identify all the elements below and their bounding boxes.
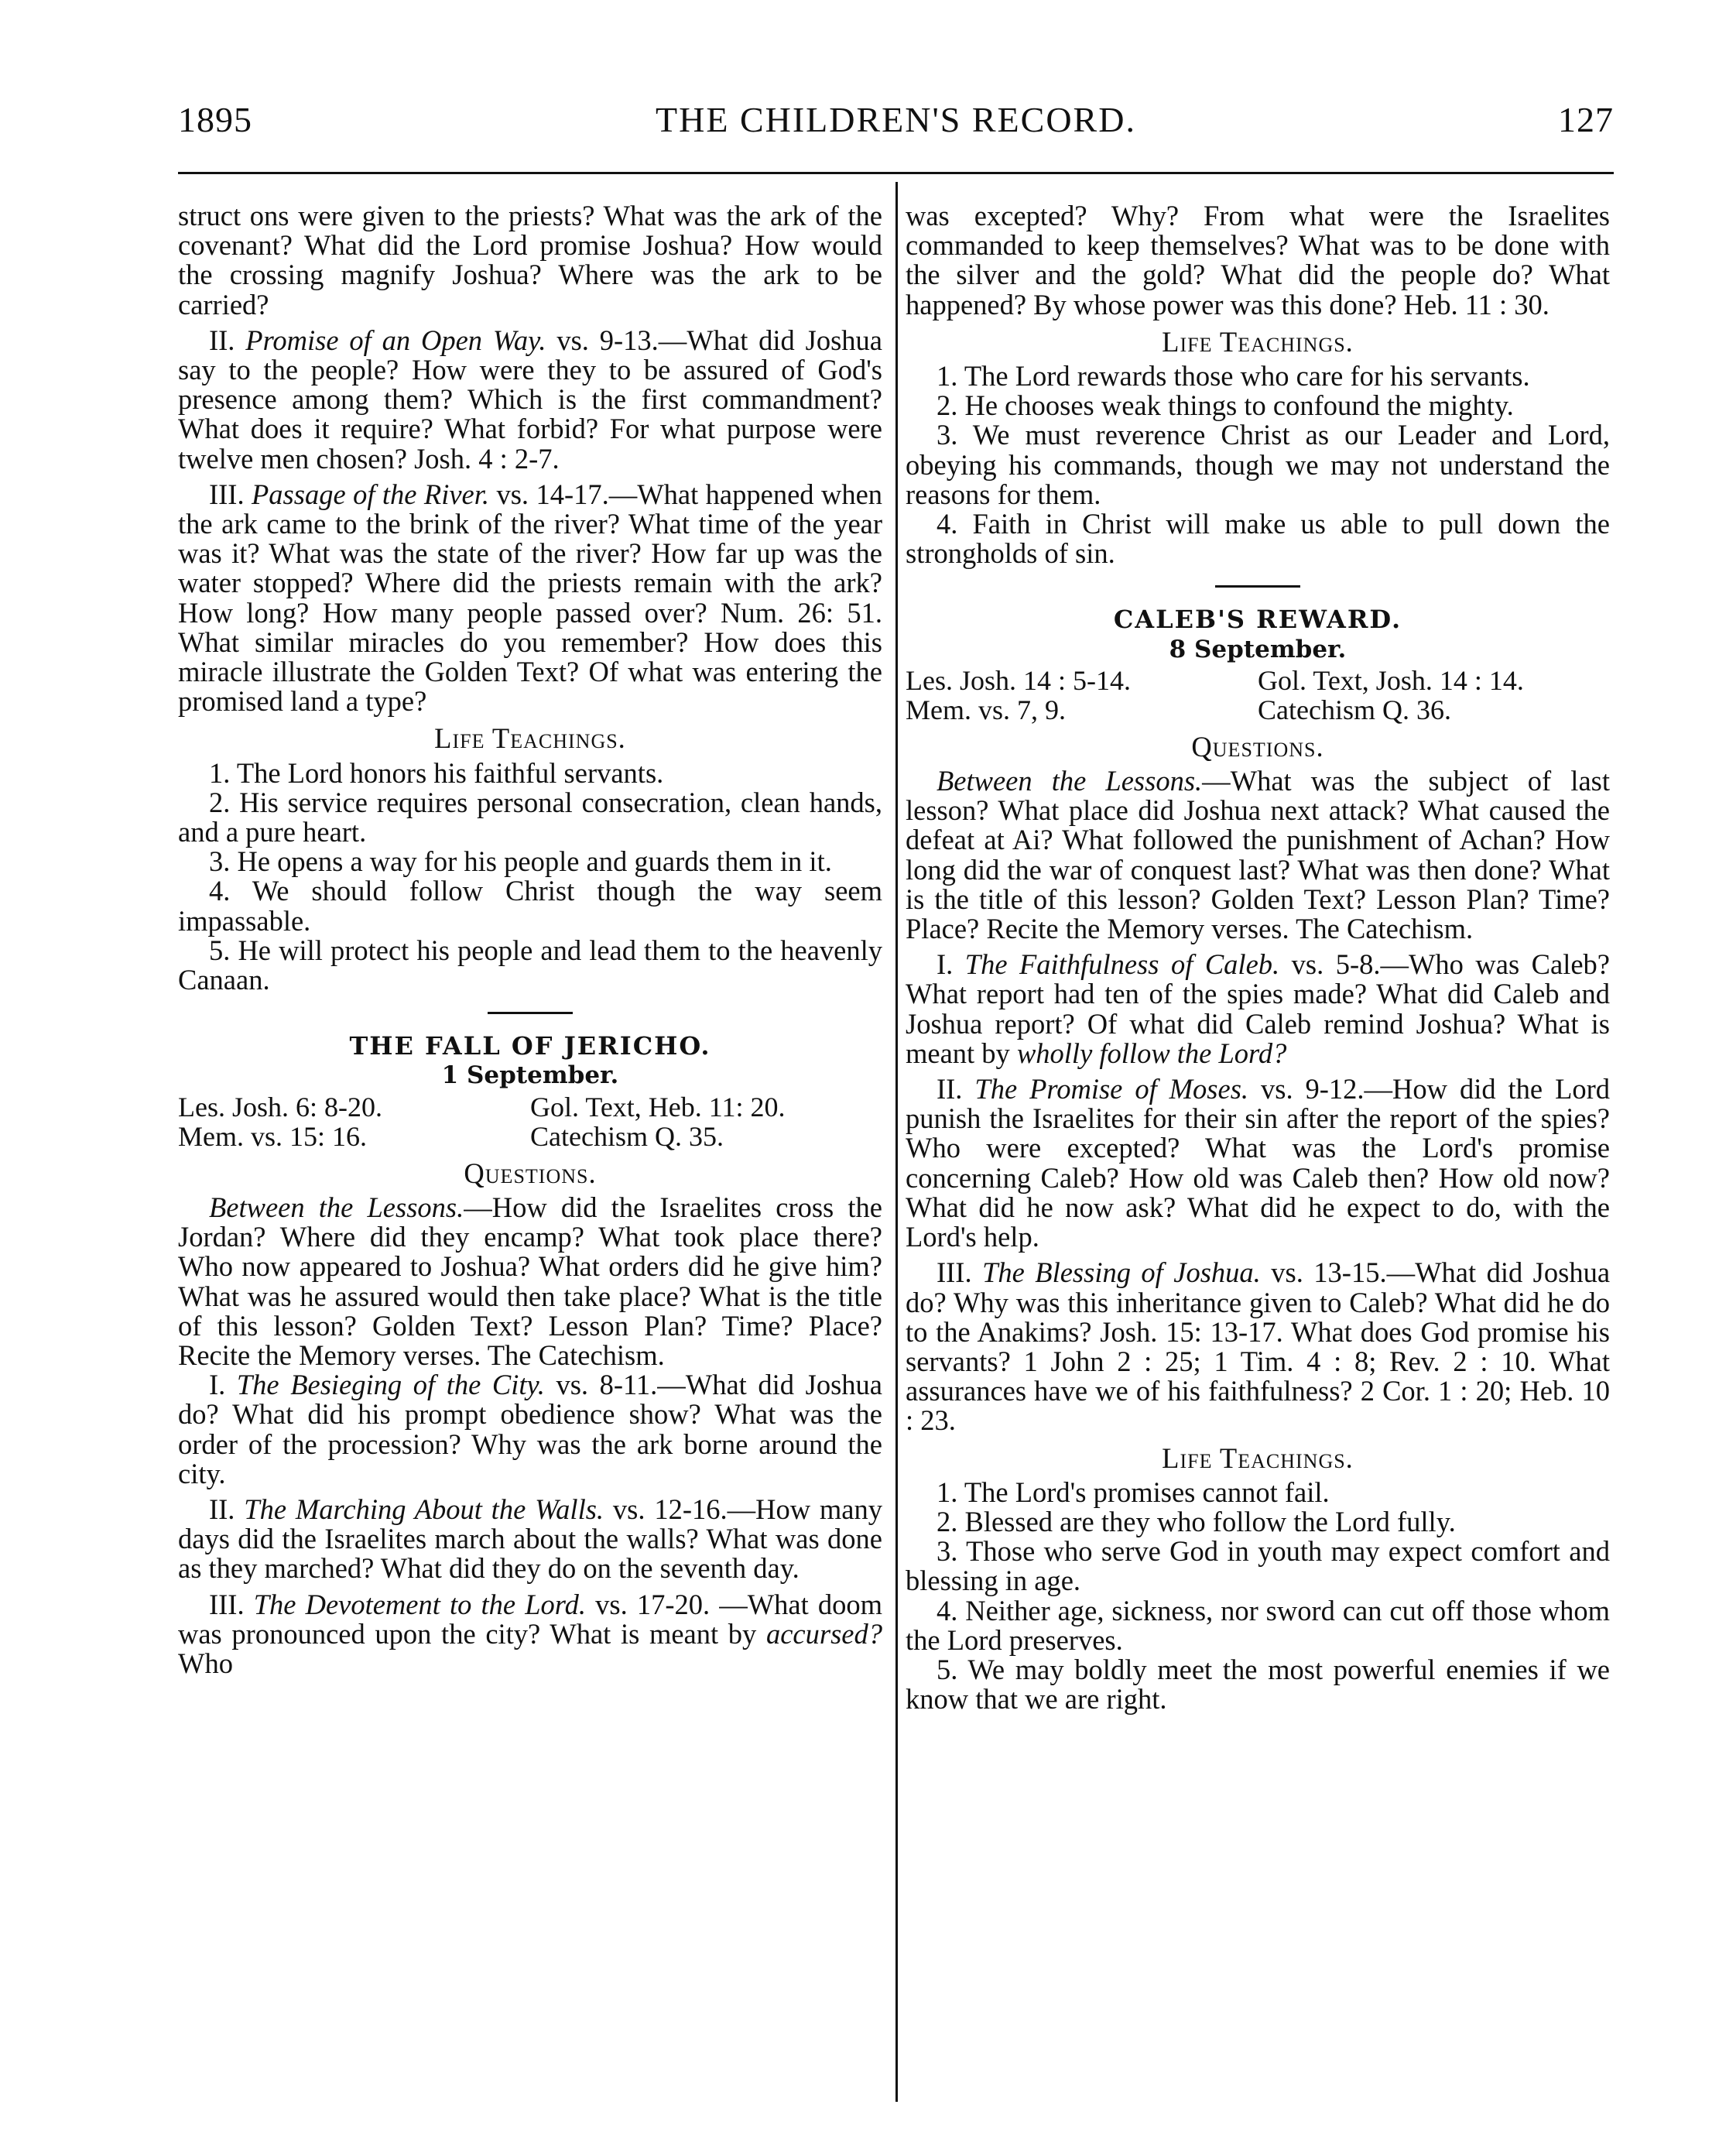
section-promise-open-way (178, 326, 882, 474)
lesson-date: 1 September. (441, 1061, 619, 1090)
life-teaching-item: 2. He chooses weak things to confound the mighty. (937, 389, 1514, 422)
life-teaching-item: 2. His service requires personal consecration, clean hands, and a pure heart. (178, 786, 882, 848)
section-title: The Promise of Moses. (974, 1073, 1249, 1105)
memory-verses: Mem. vs. 7, 9. (906, 694, 1066, 725)
between-lessons (906, 766, 1610, 944)
life-teaching-item: 3. Those who serve God in youth may expect comfort and blessing in age. (906, 1535, 1610, 1597)
emphasis-word: accursed? (765, 1617, 882, 1650)
section-number: II. (209, 1493, 235, 1525)
life-teaching-item: 2. Blessed are they who follow the Lord fully. (937, 1505, 1456, 1537)
section-body: vs. 9-13.—What did Joshua say to the people? How were they to be assured of God's presence among them? Which is the first commandment? What does it require? What forbid? For what purpose were twelve men chosen? Josh. 4 : 2-7. (178, 324, 883, 475)
lesson-title: THE FALL OF JERICHO. (349, 1031, 711, 1061)
emphasis-phrase: wholly follow the Lord? (1016, 1037, 1287, 1069)
section-body-tail: Who (178, 1647, 233, 1679)
section-title: The Blessing of Joshua. (982, 1256, 1261, 1289)
section-number: III. (209, 478, 245, 510)
life-teachings-heading: Life Teachings. (434, 722, 626, 755)
lesson-title: CALEB'S REWARD. (1113, 605, 1402, 635)
lesson-references (178, 1092, 882, 1122)
life-teaching-item: 1. The Lord rewards those who care for his servants. (937, 360, 1530, 392)
section-besieging (178, 1370, 882, 1489)
golden-text: Gol. Text, Heb. 11: 20. (530, 1091, 786, 1123)
life-teaching-item: 3. We must reverence Christ as our Leader and Lord, obeying his commands, though we may not understand the reasons for them. (906, 419, 1610, 510)
right-intro-paragraph: was excepted? Why? From what were the Israelites commanded to keep themselves? What was to be done with the silver and the gold? What did the people do? What happened? By whose power was this done? Heb. 11 : 30. (906, 200, 1610, 320)
life-teaching-item: 4. We should follow Christ though the way seem impassable. (178, 875, 882, 937)
section-body: vs. 12-16.—How many days did the Israelites march about the walls? What was done as they marched? What did they do on the seventh day. (178, 1493, 882, 1585)
section-title: The Faithfulness of Caleb. (964, 948, 1280, 981)
page-header (178, 99, 1614, 153)
journal-title: THE CHILDREN'S RECORD. (656, 100, 1136, 139)
section-title: The Devotement to the Lord. (253, 1588, 586, 1620)
section-blessing-joshua (906, 1258, 1610, 1435)
life-teaching-item: 1. The Lord's promises cannot fail. (937, 1476, 1330, 1508)
catechism: Catechism Q. 36. (1258, 694, 1451, 725)
section-body: vs. 5-8.—Who was Caleb? What report had ten of the spies made? What did Caleb and Joshua report? Of what did Caleb remind Joshua? What is meant by (906, 948, 1610, 1069)
section-body: vs. 9-12.—How did the Lord punish the Israelites for their sin after the report of the spies? Who were excepted? What was the Lord's promise concerning Caleb? How old was Caleb then? How old now? What did he now ask? What did he expect to do, with the Lord's help. (906, 1073, 1611, 1253)
section-marching (178, 1495, 882, 1584)
life-teaching-item: 1. The Lord honors his faithful servants. (209, 756, 664, 789)
left-intro-paragraph: struct ons were given to the priests? What was the ark of the covenant? What did the Lord promise Joshua? How would the crossing magnify Joshua? Where was the ark to be carried? (178, 200, 882, 320)
header-year: 1895 (178, 100, 252, 139)
section-title: Between the Lessons. (209, 1191, 464, 1223)
section-number: I. (937, 948, 954, 981)
section-rule (488, 1012, 573, 1014)
life-teaching-item: 3. He opens a way for his people and guards them in it. (209, 845, 832, 878)
header-rule (178, 172, 1614, 174)
life-teaching-item: 5. He will protect his people and lead them to the heavenly Canaan. (178, 934, 882, 996)
golden-text: Gol. Text, Josh. 14 : 14. (1258, 664, 1524, 696)
section-promise-moses (906, 1075, 1610, 1252)
section-number: II. (937, 1073, 963, 1105)
lesson-references (906, 695, 1610, 725)
section-body: vs. 8-11.—What did Joshua do? What did his prompt obedience show? What was the order of the procession? Why was the ark borne around the city. (178, 1369, 883, 1489)
section-body: vs. 14-17.—What happened when the ark came to the brink of the river? What time of the year was it? What was the state of the river? How far up was the water stopped? Where did the priests remain with the ark? How long? How many people passed over? Num. 26: 51. What similar miracles do you remember? How does this miracle illustrate the Golden Text? Of what was entering the promised land a type? (178, 478, 883, 718)
section-number: III. (937, 1256, 972, 1289)
right-column (906, 201, 1610, 1714)
section-faithfulness-caleb (906, 950, 1610, 1068)
lesson-references (906, 666, 1610, 695)
section-title: The Marching About the Walls. (244, 1493, 604, 1525)
memory-verses: Mem. vs. 15: 16. (178, 1120, 368, 1152)
lesson-references (178, 1122, 882, 1151)
section-devotement (178, 1590, 882, 1679)
between-lessons (178, 1193, 882, 1370)
questions-heading: Questions. (464, 1157, 597, 1189)
section-body: —How did the Israelites cross the Jordan? Where did they encamp? What took place there? Who now appeared to Joshua? What orders did he give him? What was he assured would then take place? What is the title of this lesson? Golden Text? Lesson Plan? Time? Place? Recite the Memory verses. The Catechism. (178, 1191, 882, 1371)
lesson-date: 8 September. (1169, 635, 1347, 663)
page-number: 127 (1558, 100, 1614, 139)
column-divider (895, 182, 898, 2102)
catechism: Catechism Q. 35. (530, 1120, 724, 1152)
questions-heading: Questions. (1191, 730, 1324, 763)
section-number: II. (209, 324, 235, 356)
life-teachings-heading: Life Teachings. (1162, 325, 1354, 358)
section-body: —What was the subject of last lesson? What place did Joshua next attack? What caused the defeat at Ai? What followed the punishment of Achan? How long did the war of conquest last? What was then done? What is the title of this lesson? Golden Text? Lesson Plan? Time? Place? Recite the Memory verses. The Catechism. (906, 765, 1610, 945)
life-teaching-item: 4. Neither age, sickness, nor sword can cut off those whom the Lord preserves. (906, 1594, 1610, 1656)
life-teachings-heading: Life Teachings. (1162, 1441, 1354, 1474)
section-number: III. (209, 1588, 245, 1620)
section-title: Promise of an Open Way. (245, 324, 546, 356)
section-number: I. (209, 1369, 226, 1401)
life-teaching-item: 5. We may boldly meet the most powerful enemies if we know that we are right. (906, 1653, 1610, 1716)
section-body: vs. 17-20. —What doom was pronounced upon the city? What is meant by (178, 1588, 883, 1650)
left-column (178, 201, 882, 1678)
lesson-scripture: Les. Josh. 14 : 5-14. (906, 664, 1131, 696)
section-title: Passage of the River. (252, 478, 490, 510)
section-rule (1215, 585, 1300, 588)
lesson-scripture: Les. Josh. 6: 8-20. (178, 1091, 382, 1123)
section-title: The Besieging of the City. (236, 1369, 545, 1401)
life-teaching-item: 4. Faith in Christ will make us able to pull down the strongholds of sin. (906, 508, 1610, 570)
section-passage-river (178, 480, 882, 717)
section-title: Between the Lessons. (937, 765, 1203, 797)
section-body: vs. 13-15.—What did Joshua do? Why was this inheritance given to Caleb? What did he do to the Anakims? Josh. 15: 13-17. What does God promise his servants? 1 John 2 : 25; 1 Tim. 4 : 8; Rev. 2 : 10. What assurances have we of his faithfulness? 2 Cor. 1 : 20; Heb. 10 : 23. (906, 1256, 1611, 1437)
